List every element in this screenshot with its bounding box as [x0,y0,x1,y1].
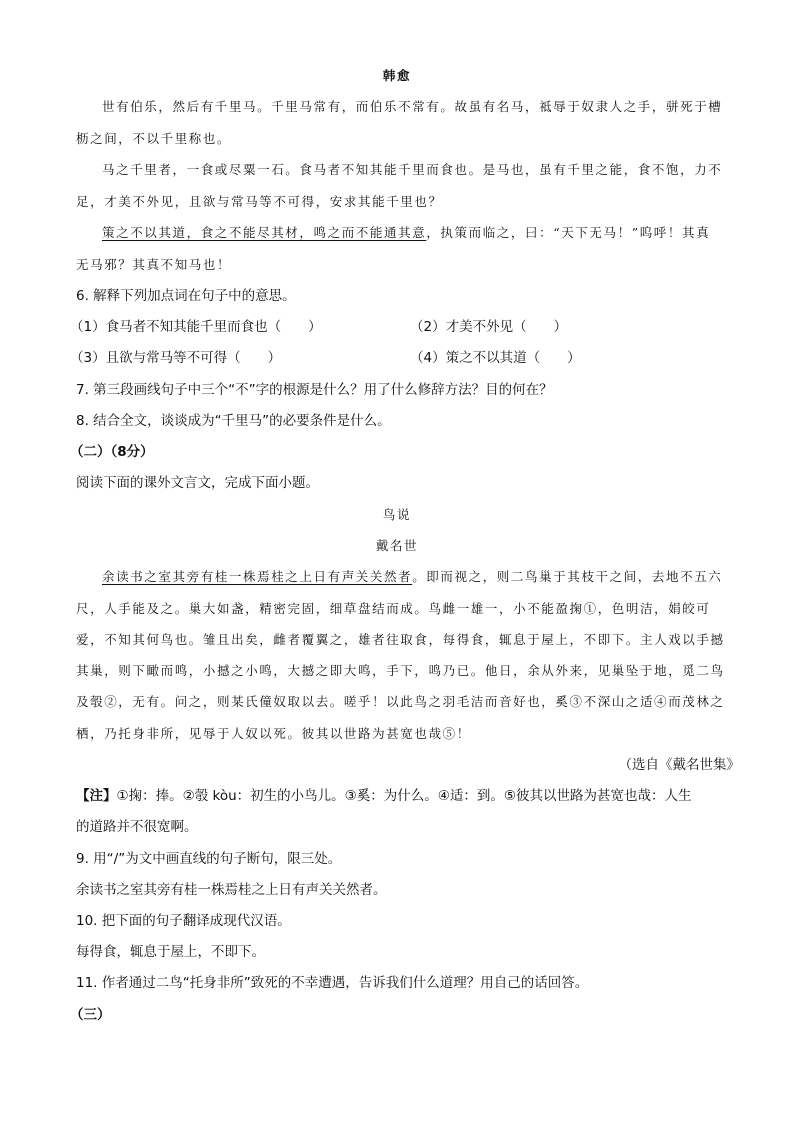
q10-stem: 10. 把下面的句子翻译成现代汉语。 [76,913,291,929]
text1-author: 韩愈 [382,68,412,83]
section2-title: 鸟说 [382,507,412,522]
note-label: 【注】 [76,788,117,804]
q6-stem: 6. 解释下列加点词在句子中的意思。 [76,288,296,304]
section2-line6: 栖，乃托身非所，见辱于人奴以死。彼其以世路为甚宽也哉⑤！ [76,726,471,741]
section3-heading: （三） [70,1007,111,1023]
section2-heading: （二）（8分） [70,444,154,460]
q10-sentence: 每得食，辄息于屋上，不即下。 [76,944,265,960]
note-text: ①掬：捧。②彀 kòu：初生的小鸟儿。③奚：为什么。④适：到。⑤彼其以世路为甚宽也哉：人生 [116,788,692,804]
text1-p3-rest: ，执策而临之，曰：“天下无马！”呜呼！其真 [426,225,711,240]
text1-p1-line1: 世有伯乐，然后有千里马。千里马常有，而伯乐不常有。故虽有名马，祗辱于奴隶人之手，骈死于槽 [102,99,723,114]
section2-note-line1 [76,787,726,805]
q9-stem: 9. 用“/”为文中画直线的句子断句，限三处。 [76,851,342,867]
section2-line3: 爱，不知其何鸟也。雏且出矣，雌者覆翼之，雄者往取食，每得食，辄息于屋上，不即下。主人戏以手撼 [76,632,725,647]
q7: 7. 第三段画线句子中三个“不”字的根源是什么？用了什么修辞方法？目的何在？ [76,382,553,398]
text1-p3-line2: 无马邪？其真不知马也！ [76,257,232,272]
q6-item-3: （3）且欲与常马等不可得（ ） [70,350,282,366]
section2-line1 [102,568,752,586]
text1-p2-line2: 足，才美不外见，且欲与常马等不可得，安求其能千里也？ [76,194,443,209]
section2-instruction: 阅读下面的课外文言文，完成下面小题。 [76,475,319,491]
section2-note-line2: 的道路并不很宽啊。 [76,819,198,835]
section2-author: 戴名世 [375,538,419,553]
q6-item-2: （2）才美不外见（ ） [410,319,568,335]
text1-p1-line2: 枥之间，不以千里称也。 [76,131,232,146]
section2-line5: 及彀②，无有。问之，则某氏僮奴取以去。嗟乎！以此鸟之羽毛洁而音好也，奚③不深山之适④而茂林之 [76,694,725,709]
section2-line2: 尺，人手能及之。巢大如盏，精密完固，细草盘结而成。鸟雌一雄一，小不能盈掬①，色明洁，娟皎可 [76,601,711,616]
q8: 8. 结合全文，谈谈成为“千里马”的必要条件是什么。 [76,413,391,429]
section2-line1-rest: 。即而视之，则二鸟巢于其枝干之间，去地不五六 [412,569,723,584]
underlined-sentence: 策之不以其道，食之不能尽其材，鸣之而不能通其意 [102,225,427,240]
section2-source: （选自《戴名世集》 [618,757,740,773]
section2-line4: 其巢，则下瞰而鸣，小撼之小鸣，大撼之即大鸣，手下，鸣乃已。他日，余从外来，见巢坠于地，觅二鸟 [76,663,725,678]
q6-item-4: （4）策之不以其道（ ） [410,350,581,366]
underlined-sentence: 余读书之室其旁有桂一株焉桂之上日有声关关然者 [102,569,413,584]
text1-p3-line1 [102,224,752,242]
text1-p2-line1: 马之千里者，一食或尽粟一石。食马者不知其能千里而食也。是马也，虽有千里之能，食不饱，力不 [102,162,723,177]
q11: 11. 作者通过二鸟“托身非所”致死的不幸遭遇，告诉我们什么道理？用自己的话回答。 [76,975,589,991]
q6-item-1: （1）食马者不知其能千里而食也（ ） [70,319,322,335]
q9-sentence: 余读书之室其旁有桂一株焉桂之上日有声关关然者。 [76,882,387,898]
